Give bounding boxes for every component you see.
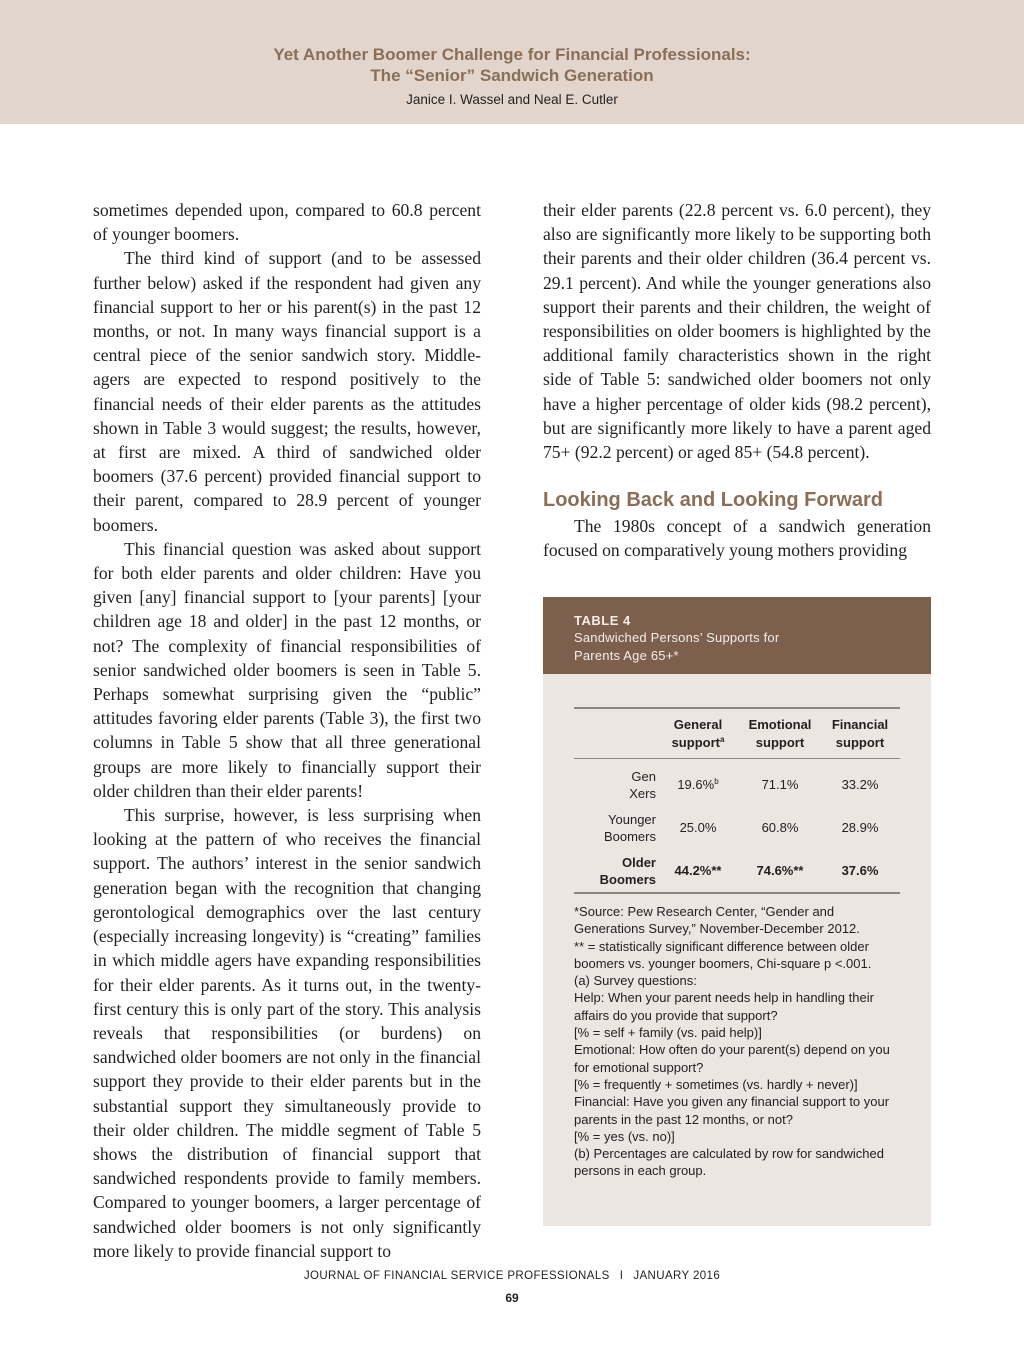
- table-rule-bottom: [574, 892, 900, 894]
- body-paragraph: This surprise, however, is less surprising when looking at the pattern of who receives the financial support. The authors’ interest in the senior sandwich generation began with the recognition that changing gerontological demographics over the last century (especially increasing longevity) is “creating” families in which middle agers have expanding responsibilities for their elder parents. As it turns out, in the twenty-first century this is only part of the story. This analysis reveals that responsibilities (or burdens) on sandwiched older boomers are not only in the financial support they provide to their elder parents but in the substantial support they simultaneously provide to their older children. The middle segment of Table 5 shows the distribution of financial support that sandwiched respondents provide to family members. Compared to younger boomers, a larger percentage of sandwiched older boomers is not only significantly more likely to provide financial support to: [93, 805, 481, 1261]
- table-note: Help: When your parent needs help in handling their affairs do you provide that support?: [574, 990, 874, 1023]
- cell-general: 25.0%: [679, 819, 717, 835]
- table-row: [574, 806, 900, 849]
- table-note: Emotional: How often do your parent(s) depend on you for emotional support?: [574, 1042, 890, 1075]
- row-label-line: Boomers: [599, 871, 656, 887]
- cell-emotional: 74.6%**: [756, 862, 804, 878]
- body-paragraph: sometimes depended upon, compared to 60.8 percent of younger boomers.: [93, 200, 481, 245]
- row-label-line: Younger: [608, 811, 656, 827]
- page-number: 69: [505, 1291, 519, 1305]
- page-footer: [0, 1270, 1024, 1282]
- row-label: [574, 768, 656, 802]
- left-text-column: [93, 198, 481, 1263]
- running-header: [0, 0, 1024, 124]
- column-header-line: support: [755, 734, 805, 750]
- issue-date: JANUARY 2016: [633, 1270, 721, 1282]
- column-header-line: General: [673, 716, 723, 732]
- table-4-data: [574, 707, 900, 894]
- footer-separator: I: [619, 1270, 624, 1282]
- row-label: [574, 811, 656, 845]
- section-heading: Looking Back and Looking Forward: [543, 489, 884, 512]
- cell-financial: 33.2%: [841, 776, 879, 792]
- table-note: [% = yes (vs. no)]: [574, 1128, 675, 1144]
- body-paragraph: their elder parents (22.8 percent vs. 6.0 percent), they also are significantly more likely to be supporting both their parents and their older children (36.4 percent vs. 29.1 percent). And while the younger generations also support their parents and their children, the weight of responsibilities on older boomers is highlighted by the additional family characteristics shown in the right side of Table 5: sandwiched older boomers not only have a higher percentage of older kids (98.2 percent), but are significantly more likely to have a parent aged 75+ (92.2 percent) or aged 85+ (54.8 percent).: [543, 200, 931, 463]
- table-note: [% = self + family (vs. paid help)]: [574, 1025, 762, 1041]
- table-note: [% = frequently + sometimes (vs. hardly + never)]: [574, 1076, 858, 1092]
- table-4-header: [543, 597, 931, 674]
- column-header-emotional: [740, 716, 820, 752]
- table-rule-header: [574, 758, 900, 759]
- table-note: (b) Percentages are calculated by row for sandwiched persons in each group.: [574, 1146, 884, 1179]
- cell-general: [656, 776, 740, 794]
- table-note: *Source: Pew Research Center, “Gender and Generations Survey,” November-December 2012.: [574, 904, 860, 937]
- body-paragraph: This financial question was asked about support for both elder parents and older children: Have you given [any] financial support to [your parents] [your children age 18 and older] in the past 12 months, or not? The complexity of financial responsibilities of senior sandwiched older boomers is seen in Table 5. Perhaps somewhat surprising given the “public” attitudes favoring elder parents (Table 3), the first two columns in Table 5 show that all three generational groups are more likely to financially support their older children than their elder parents!: [93, 538, 481, 801]
- row-label-line: Older: [622, 854, 656, 870]
- cell-financial: 37.6%: [841, 862, 879, 878]
- article-title: [0, 44, 1024, 86]
- article-title-line-1: Yet Another Boomer Challenge for Financial Professionals:: [273, 45, 751, 64]
- row-label-line: Boomers: [603, 828, 656, 844]
- footnote-marker: a: [719, 734, 725, 744]
- cell-financial: 28.9%: [841, 819, 879, 835]
- right-text-column: [543, 198, 931, 563]
- table-label: TABLE 4: [574, 613, 631, 628]
- row-label: [574, 854, 656, 888]
- column-header-line: Emotional: [748, 716, 812, 732]
- column-header-financial: [820, 716, 900, 752]
- table-caption-line-2: Parents Age 65+*: [574, 647, 679, 663]
- cell-emotional: 60.8%: [761, 819, 799, 835]
- table-row: [574, 763, 900, 806]
- column-header-line: support: [835, 734, 885, 750]
- table-4-box: [543, 597, 931, 1226]
- table-caption-line-1: Sandwiched Persons’ Supports for: [574, 630, 780, 645]
- article-title-line-2: The “Senior” Sandwich Generation: [370, 66, 654, 85]
- cell-general: 44.2%**: [674, 862, 722, 878]
- table-note: ** = statistically significant difference between older boomers vs. younger boomers, Chi-square p <.001.: [574, 938, 872, 971]
- cell-value: 19.6%: [677, 776, 715, 792]
- row-label-line: Xers: [629, 785, 656, 801]
- body-paragraph: The third kind of support (and to be assessed further below) asked if the respondent had given any financial support to her or his parent(s) in the past 12 months, or not. In many ways financial support is a central piece of the senior sandwich story. Middle-agers are expected to respond positively to the financial needs of their elder parents as the attitudes shown in Table 3 would suggest; the results, however, at first are mixed. A third of sandwiched older boomers (37.6 percent) provided financial support to their parent, compared to 28.9 percent of younger boomers.: [93, 248, 481, 535]
- footnote-marker: b: [714, 776, 719, 786]
- column-header-general: [656, 716, 740, 752]
- table-notes: [574, 903, 904, 1180]
- table-note: Financial: Have you given any financial support to your parents in the past 12 months, or not?: [574, 1094, 890, 1127]
- body-paragraph: The 1980s concept of a sandwich generation focused on comparatively young mothers providing: [543, 516, 931, 561]
- column-header-line: Financial: [831, 716, 889, 732]
- article-authors: Janice I. Wassel and Neal E. Cutler: [406, 92, 618, 107]
- journal-name: JOURNAL OF FINANCIAL SERVICE PROFESSIONALS: [303, 1270, 610, 1282]
- table-note: (a) Survey questions:: [574, 973, 697, 989]
- cell-emotional: 71.1%: [761, 776, 799, 792]
- row-label-line: Gen: [631, 768, 656, 784]
- table-header-row: [574, 709, 900, 758]
- table-row: [574, 849, 900, 892]
- column-header-line: support: [671, 734, 720, 750]
